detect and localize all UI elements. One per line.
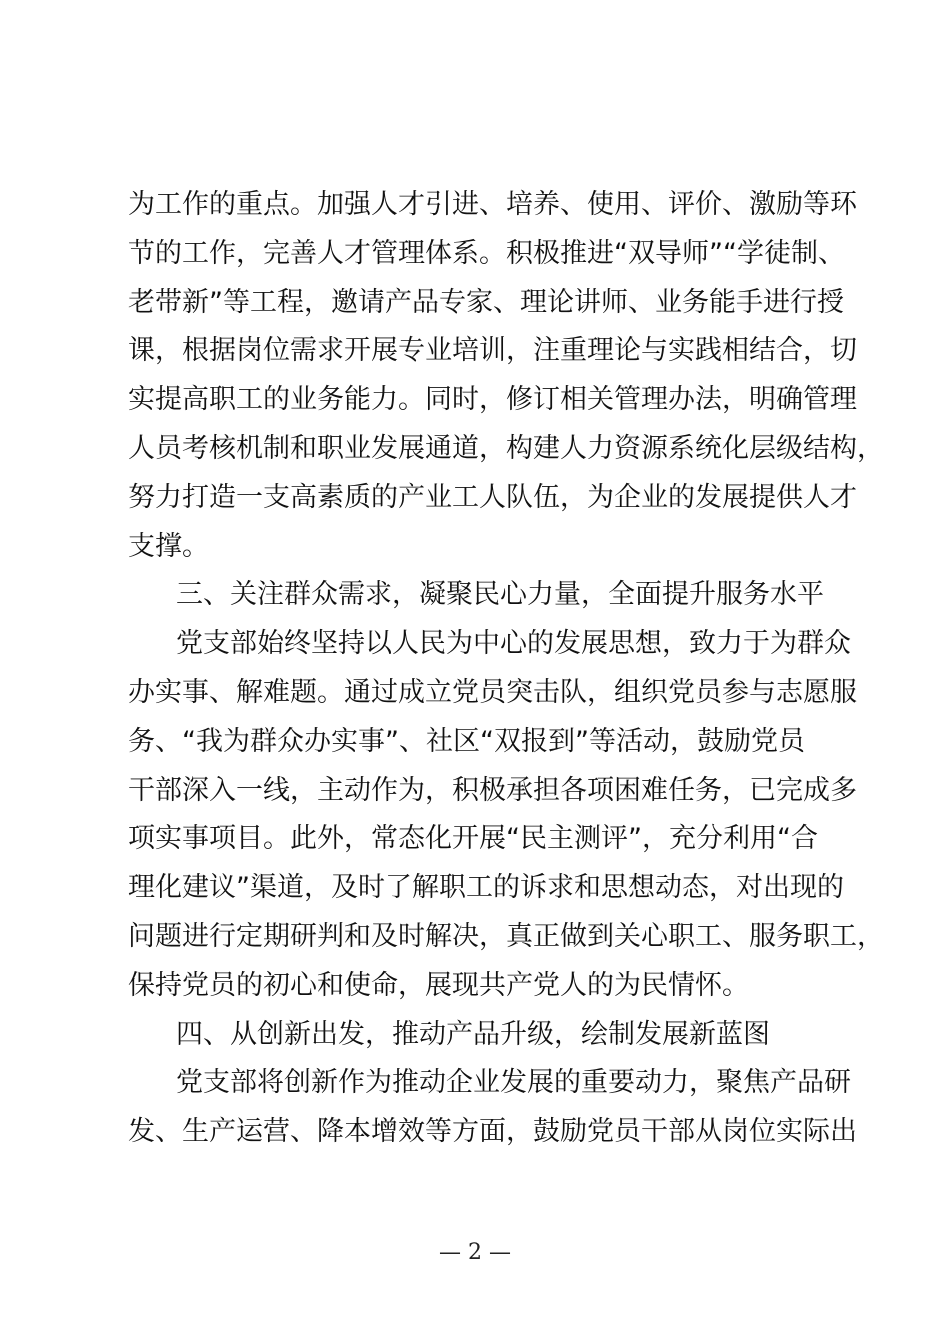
body-line: 课，根据岗位需求开展专业培训，注重理论与实践相结合，切 xyxy=(128,335,857,367)
section-heading: 四、从创新出发，推动产品升级，绘制发展新蓝图 xyxy=(176,1018,770,1050)
body-line: 支撑。 xyxy=(128,530,209,562)
body-line: 为工作的重点。加强人才引进、培养、使用、评价、激励等环 xyxy=(128,189,857,220)
body-line: 问题进行定期研判和及时解决，真正做到关心职工、服务职工， xyxy=(128,920,884,952)
document-body xyxy=(128,181,884,1157)
body-line: 发、生产运营、降本增效等方面，鼓励党员干部从岗位实际出 xyxy=(128,1116,857,1148)
body-line: 理化建议”渠道，及时了解职工的诉求和思想动态，对出现的 xyxy=(128,872,844,904)
body-line: 务、“我为群众办实事”、社区“双报到”等活动，鼓励党员 xyxy=(128,725,805,757)
body-line: 实提高职工的业务能力。同时，修订相关管理办法，明确管理 xyxy=(128,384,857,416)
body-line: 办实事、解难题。通过成立党员突击队，组织党员参与志愿服 xyxy=(128,676,857,708)
body-line: 努力打造一支高素质的产业工人队伍，为企业的发展提供人才 xyxy=(128,481,857,513)
body-line: 干部深入一线，主动作为，积极承担各项困难任务，已完成多 xyxy=(128,774,857,806)
page-number: — 2 — xyxy=(439,1240,511,1265)
paragraph-first-line: 党支部始终坚持以人民为中心的发展思想，致力于为群众 xyxy=(176,628,851,660)
section-heading: 三、关注群众需求，凝聚民心力量，全面提升服务水平 xyxy=(176,579,824,611)
body-line: 项实事项目。此外，常态化开展“民主测评”，充分利用“合 xyxy=(128,823,818,855)
body-line: 老带新”等工程，邀请产品专家、理论讲师、业务能手进行授 xyxy=(128,286,844,318)
body-line: 保持党员的初心和使命，展现共产党人的为民情怀。 xyxy=(128,969,749,1001)
paragraph-first-line: 党支部将创新作为推动企业发展的重要动力，聚焦产品研 xyxy=(176,1067,851,1099)
body-line: 节的工作，完善人才管理体系。积极推进“双导师”“学徒制、 xyxy=(128,237,845,269)
body-line: 人员考核机制和职业发展通道，构建人力资源系统化层级结构， xyxy=(128,432,884,464)
